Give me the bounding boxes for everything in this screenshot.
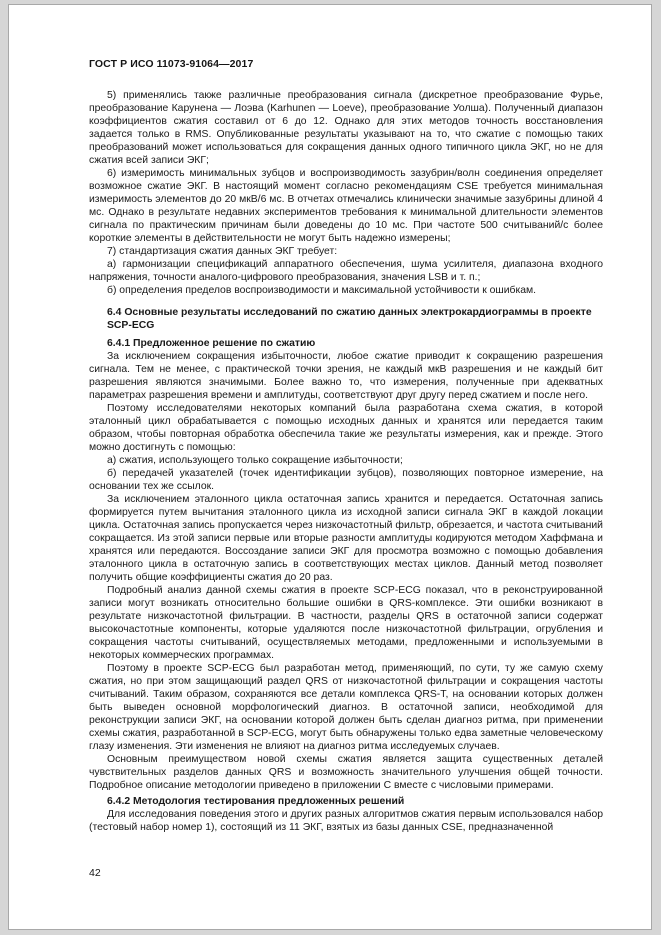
document-page xyxy=(8,4,652,930)
list-item-paragraph: б) передачей указателей (точек идентификации зубцов), позволяющих повторное измерение, на основании тех же ссылок. xyxy=(89,468,603,492)
list-item-paragraph: б) определения пределов воспроизводимости и максимальной устойчивости к ошибкам. xyxy=(107,285,537,296)
paragraph: За исключением сокращения избыточности, любое сжатие приводит к сокращению разрешения сигнала. Тем не менее, с практической точки зрения, не каждый мкВ разрешения и не каждый бит разрешения являются значимыми. Более важно то, что измерения, полученные при адекватных параметрах разрешения времени и амплитуды, соответствуют друг другу перед сжатием и после него. xyxy=(89,351,603,401)
paragraph: Поэтому исследователями некоторых компаний была разработана схема сжатия, в которой эталонный цикл обрабатывается с помощью исходных данных и хранятся или передается таким образом, чтобы повторная обработка обеспечила такие же результаты измерения, как и прежде. Этого можно достигнуть с помощью: xyxy=(89,403,603,453)
page-number: 42 xyxy=(89,867,101,879)
subsection-heading: 6.4.1 Предложенное решение по сжатию xyxy=(107,338,316,349)
subsection-heading: 6.4.2 Методология тестирования предложенных решений xyxy=(107,796,405,807)
standard-code-header: ГОСТ Р ИСО 11073-91064—2017 xyxy=(89,58,254,70)
paragraph: Подробный анализ данной схемы сжатия в проекте SCP-ECG показал, что в реконструированной записи могут возникать относительно большие ошибки в QRS-комплексе. Эти ошибки возникают в результате низкочастотной фильтрации. В частности, разделы QRS в остаточной записи содержат высокочастотные компоненты, которые удаляются после низкочастотной фильтрации, огрубления и сокращения частоты считываний, осуществляемых методами, предложенными и используемыми в некоторых коммерческих программах. xyxy=(89,585,603,661)
paragraph: Для исследования поведения этого и других разных алгоритмов сжатия первым использовался набор (тестовый набор номер 1), состоящий из 11 ЭКГ, взятых из базы данных CSE, предназначенной xyxy=(89,809,603,833)
list-item-paragraph: а) сжатия, использующего только сокращение избыточности; xyxy=(107,455,403,466)
section-heading: 6.4 Основные результаты исследований по сжатию данных электрокардиограммы в проекте SCP-ECG xyxy=(107,307,592,331)
paragraph: 7) стандартизация сжатия данных ЭКГ требует: xyxy=(107,246,338,257)
paragraph: 6) измеримость минимальных зубцов и воспроизводимость зазубрин/волн соединения определяет возможное сжатие ЭКГ. В настоящий момент согласно рекомендациям CSE требуется минимальная измеримость элементов до 20 мкВ/6 мс. В отчетах отмечались клинически значимые зазубрины длиной 4 мс. Однако в результате недавних экспериментов требования к минимальной длительности элементов сигнала по практическим причинам были доведены до 10 мс. При частоте 500 считываний/с более короткие элементы в действительности не могут быть надежно измерены; xyxy=(89,168,603,244)
paragraph: 5) применялись также различные преобразования сигнала (дискретное преобразование Фурье, преобразование Карунена — Лоэва (Karhunen — Loeve), преобразование Уолша). Полученный диапазон коэффициентов сжатия составил от 6 до 12. Однако для этих методов точность восстановления задается только в RMS. Опубликованные результаты указывают на то, что сжатие с помощью таких преобразований может использоваться для сокращения данных одного типичного цикла ЭКГ, но не для сжатия всей записи ЭКГ; xyxy=(89,90,603,166)
document-body xyxy=(89,89,603,834)
paragraph: За исключением эталонного цикла остаточная запись хранится и передается. Остаточная запись формируется путем вычитания эталонного цикла из исходной записи сигнала ЭКГ в каждой локации цикла. Остаточная запись пропускается через низкочастотный фильтр, обрезается, и частота считываний сокращается. Из этой записи первые или вторые разности амплитуды кодируются методом Хаффмана и хранятся или передаются. Воссоздание записи ЭКГ для просмотра возможно с помощью добавления эталонного цикла в остаточную запись в соответствующих местах циклов. Данный метод позволяет получить общие коэффициенты сжатия до 20 раз. xyxy=(89,494,603,583)
paragraph: Основным преимуществом новой схемы сжатия является защита существенных деталей чувствительных разделов данных QRS и возможность значительного улучшения общей точности. Подробное описание методологии приведено в приложении С вместе с числовыми примерами. xyxy=(89,754,603,791)
paragraph: Поэтому в проекте SCP-ECG был разработан метод, применяющий, по сути, ту же самую схему сжатия, но при этом защищающий раздел QRS от низкочастотной фильтрации и сокращения частоты считываний. Таким образом, сохраняются все детали комплекса QRS-T, на основании которых должен быть выведен основной морфологический диагноз. В остаточной записи, необходимой для реконструкции записи ЭКГ, на основании которой должен быть сделан диагноз ритма, при применении схемы сжатия, разработанной в SCP-ECG, могут быть обнаружены только едва заметные человеческому глазу изменения. Эти изменения не влияют на диагноз ритма исследуемых случаев. xyxy=(89,663,603,752)
list-item-paragraph: а) гармонизации спецификаций аппаратного обеспечения, шума усилителя, диапазона входного напряжения, точности аналого-цифрового преобразования, значения LSB и т. п.; xyxy=(89,259,603,283)
